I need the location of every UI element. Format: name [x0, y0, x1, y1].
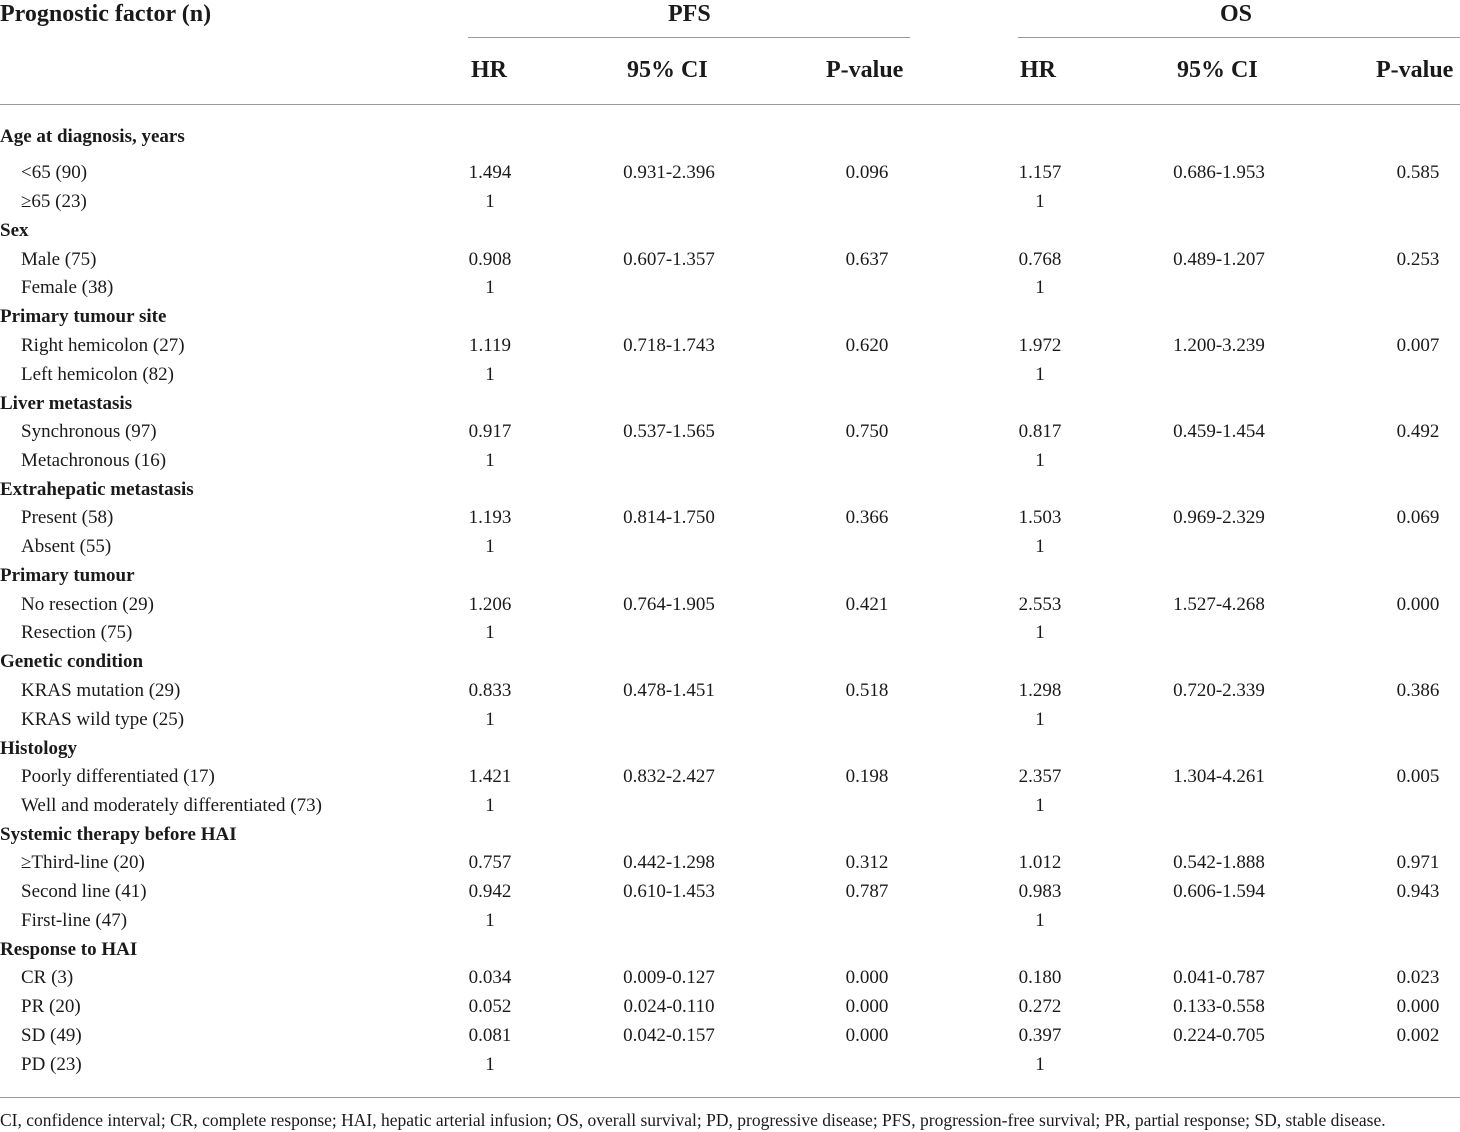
os-hr-cell: 1 — [1035, 622, 1045, 643]
pfs-hr-cell: 1 — [485, 1054, 495, 1075]
col-header-pfs-pvalue: P-value — [826, 57, 904, 83]
pfs-hr-cell: 0.917 — [468, 421, 512, 442]
category-label: Sex — [0, 220, 29, 241]
pfs-ci-cell: 0.610-1.453 — [623, 881, 715, 902]
pfs-hr-cell: 1.206 — [468, 594, 512, 615]
pfs-hr-cell: 1 — [485, 709, 495, 730]
row-label: <65 (90) — [21, 162, 88, 183]
os-group-underline — [1018, 37, 1460, 38]
pfs-hr-cell: 0.833 — [468, 680, 512, 701]
pfs-ci-cell: 0.478-1.451 — [623, 680, 715, 701]
pfs-hr-cell: 0.081 — [468, 1025, 512, 1046]
row-label: KRAS mutation (29) — [21, 680, 181, 701]
os-pvalue-cell: 0.000 — [1396, 594, 1440, 615]
row-label: Male (75) — [21, 249, 97, 270]
os-hr-cell: 1.298 — [1018, 680, 1062, 701]
os-hr-cell: 0.817 — [1018, 421, 1062, 442]
os-ci-cell: 1.304-4.261 — [1173, 766, 1265, 787]
os-hr-cell: 2.553 — [1018, 594, 1062, 615]
os-hr-cell: 1 — [1035, 910, 1045, 931]
os-hr-cell: 0.180 — [1018, 967, 1062, 988]
os-pvalue-cell: 0.492 — [1396, 421, 1440, 442]
pfs-hr-cell: 1 — [485, 622, 495, 643]
pfs-hr-cell: 0.034 — [468, 967, 512, 988]
pfs-ci-cell: 0.764-1.905 — [623, 594, 715, 615]
category-label: Liver metastasis — [0, 393, 133, 414]
os-ci-cell: 0.489-1.207 — [1173, 249, 1265, 270]
pfs-pvalue-cell: 0.312 — [845, 852, 889, 873]
os-hr-cell: 2.357 — [1018, 766, 1062, 787]
pfs-hr-cell: 1.193 — [468, 507, 512, 528]
pfs-pvalue-cell: 0.000 — [845, 967, 889, 988]
category-label: Systemic therapy before HAI — [0, 824, 237, 845]
pfs-hr-cell: 0.757 — [468, 852, 512, 873]
pfs-pvalue-cell: 0.787 — [845, 881, 889, 902]
pfs-hr-cell: 1 — [485, 364, 495, 385]
col-header-os-pvalue: P-value — [1376, 57, 1454, 83]
row-label: CR (3) — [21, 967, 74, 988]
pfs-hr-cell: 1.494 — [468, 162, 512, 183]
row-label: Female (38) — [21, 277, 114, 298]
pfs-hr-cell: 1 — [485, 277, 495, 298]
os-hr-cell: 1 — [1035, 536, 1045, 557]
pfs-pvalue-cell: 0.518 — [845, 680, 889, 701]
os-ci-cell: 0.542-1.888 — [1173, 852, 1265, 873]
pfs-ci-cell: 0.718-1.743 — [623, 335, 715, 356]
os-pvalue-cell: 0.007 — [1396, 335, 1440, 356]
pfs-pvalue-cell: 0.096 — [845, 162, 889, 183]
os-ci-cell: 0.686-1.953 — [1173, 162, 1265, 183]
os-hr-cell: 1 — [1035, 1054, 1045, 1075]
os-ci-cell: 0.133-0.558 — [1173, 996, 1265, 1017]
row-label: Metachronous (16) — [21, 450, 167, 471]
col-header-os-ci: 95% CI — [1177, 57, 1258, 83]
pfs-ci-cell: 0.931-2.396 — [623, 162, 715, 183]
pfs-pvalue-cell: 0.366 — [845, 507, 889, 528]
row-label: ≥65 (23) — [21, 191, 87, 212]
pfs-pvalue-cell: 0.000 — [845, 1025, 889, 1046]
pfs-ci-cell: 0.607-1.357 — [623, 249, 715, 270]
pfs-hr-cell: 1.119 — [468, 335, 512, 356]
os-pvalue-cell: 0.000 — [1396, 996, 1440, 1017]
pfs-hr-cell: 1 — [485, 536, 495, 557]
pfs-pvalue-cell: 0.198 — [845, 766, 889, 787]
row-label: Left hemicolon (82) — [21, 364, 175, 385]
os-hr-cell: 1.012 — [1018, 852, 1062, 873]
row-label: Resection (75) — [21, 622, 133, 643]
os-hr-cell: 0.768 — [1018, 249, 1062, 270]
os-pvalue-cell: 0.069 — [1396, 507, 1440, 528]
pfs-ci-cell: 0.537-1.565 — [623, 421, 715, 442]
pfs-hr-cell: 1 — [485, 191, 495, 212]
pfs-hr-cell: 0.052 — [468, 996, 512, 1017]
col-header-os-hr: HR — [1020, 57, 1056, 83]
category-label: Genetic condition — [0, 651, 144, 672]
row-label: Synchronous (97) — [21, 421, 157, 442]
pfs-group-underline — [468, 37, 910, 38]
pfs-pvalue-cell: 0.620 — [845, 335, 889, 356]
row-label: Well and moderately differentiated (73) — [21, 795, 322, 816]
row-label: KRAS wild type (25) — [21, 709, 185, 730]
pfs-ci-cell: 0.009-0.127 — [623, 967, 715, 988]
header-group-os: OS — [1220, 1, 1253, 27]
category-label: Response to HAI — [0, 939, 138, 960]
os-ci-cell: 0.720-2.339 — [1173, 680, 1265, 701]
os-ci-cell: 1.527-4.268 — [1173, 594, 1265, 615]
os-hr-cell: 1.503 — [1018, 507, 1062, 528]
os-hr-cell: 1 — [1035, 795, 1045, 816]
os-pvalue-cell: 0.253 — [1396, 249, 1440, 270]
pfs-hr-cell: 0.908 — [468, 249, 512, 270]
pfs-pvalue-cell: 0.421 — [845, 594, 889, 615]
os-hr-cell: 0.272 — [1018, 996, 1062, 1017]
category-label: Extrahepatic metastasis — [0, 479, 194, 500]
pfs-pvalue-cell: 0.637 — [845, 249, 889, 270]
os-hr-cell: 0.983 — [1018, 881, 1062, 902]
pfs-hr-cell: 0.942 — [468, 881, 512, 902]
pfs-ci-cell: 0.442-1.298 — [623, 852, 715, 873]
row-label: First-line (47) — [21, 910, 128, 931]
os-ci-cell: 1.200-3.239 — [1173, 335, 1265, 356]
pfs-pvalue-cell: 0.000 — [845, 996, 889, 1017]
os-ci-cell: 0.459-1.454 — [1173, 421, 1265, 442]
row-label: ≥Third-line (20) — [21, 852, 145, 873]
os-hr-cell: 1 — [1035, 709, 1045, 730]
col-header-pfs-hr: HR — [471, 57, 507, 83]
pfs-hr-cell: 1 — [485, 795, 495, 816]
row-label: No resection (29) — [21, 594, 154, 615]
pfs-pvalue-cell: 0.750 — [845, 421, 889, 442]
pfs-hr-cell: 1.421 — [468, 766, 512, 787]
os-hr-cell: 1.972 — [1018, 335, 1062, 356]
row-label: PD (23) — [21, 1054, 82, 1075]
row-label: Right hemicolon (27) — [21, 335, 185, 356]
os-pvalue-cell: 0.943 — [1396, 881, 1440, 902]
row-label: SD (49) — [21, 1025, 82, 1046]
pfs-ci-cell: 0.024-0.110 — [623, 996, 715, 1017]
os-pvalue-cell: 0.002 — [1396, 1025, 1440, 1046]
os-hr-cell: 1 — [1035, 364, 1045, 385]
os-ci-cell: 0.224-0.705 — [1173, 1025, 1265, 1046]
pfs-ci-cell: 0.832-2.427 — [623, 766, 715, 787]
header-prognostic-factor: Prognostic factor (n) — [0, 1, 212, 27]
pfs-hr-cell: 1 — [485, 450, 495, 471]
header-bottom-rule — [0, 104, 1460, 105]
table-bottom-rule — [0, 1097, 1460, 1098]
col-header-pfs-ci: 95% CI — [627, 57, 708, 83]
os-hr-cell: 1 — [1035, 277, 1045, 298]
table-footnote: CI, confidence interval; CR, complete response; HAI, hepatic arterial infusion; OS, overall survival; PD, progressive disease; PFS, progression-free survival; PR, partial response; SD, stable disease. — [0, 1110, 1386, 1130]
category-label: Primary tumour — [0, 565, 135, 586]
pfs-ci-cell: 0.814-1.750 — [623, 507, 715, 528]
os-ci-cell: 0.969-2.329 — [1173, 507, 1265, 528]
pfs-ci-cell: 0.042-0.157 — [623, 1025, 715, 1046]
os-ci-cell: 0.606-1.594 — [1173, 881, 1265, 902]
header-group-pfs: PFS — [668, 1, 711, 27]
os-pvalue-cell: 0.005 — [1396, 766, 1440, 787]
row-label: Poorly differentiated (17) — [21, 766, 215, 787]
row-label: PR (20) — [21, 996, 81, 1017]
os-ci-cell: 0.041-0.787 — [1173, 967, 1265, 988]
os-pvalue-cell: 0.023 — [1396, 967, 1440, 988]
os-pvalue-cell: 0.386 — [1396, 680, 1440, 701]
row-label: Present (58) — [21, 507, 114, 528]
row-label: Absent (55) — [21, 536, 112, 557]
pfs-hr-cell: 1 — [485, 910, 495, 931]
os-pvalue-cell: 0.971 — [1396, 852, 1440, 873]
category-label: Age at diagnosis, years — [0, 126, 185, 147]
os-hr-cell: 0.397 — [1018, 1025, 1062, 1046]
os-hr-cell: 1.157 — [1018, 162, 1062, 183]
os-hr-cell: 1 — [1035, 450, 1045, 471]
row-label: Second line (41) — [21, 881, 147, 902]
os-hr-cell: 1 — [1035, 191, 1045, 212]
category-label: Primary tumour site — [0, 306, 167, 327]
category-label: Histology — [0, 738, 78, 759]
os-pvalue-cell: 0.585 — [1396, 162, 1440, 183]
